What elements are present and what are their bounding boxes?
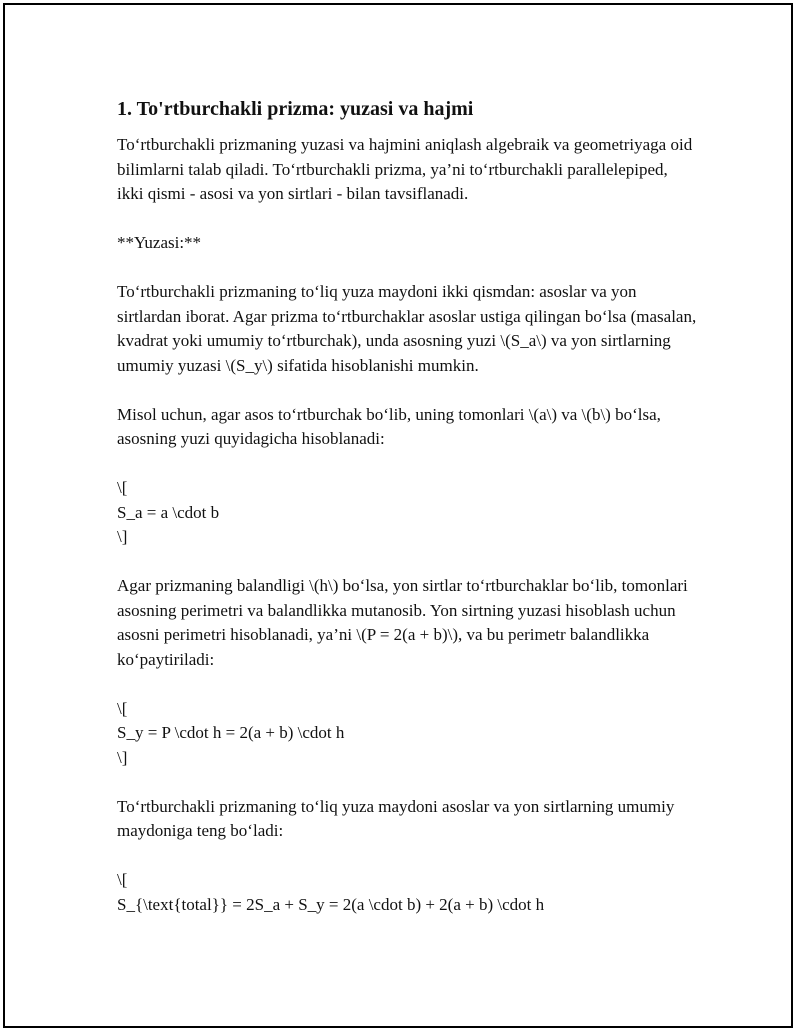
total-paragraph: To‘rtburchakli prizmaning to‘liq yuza maydoni asoslar va yon sirtlarning umumiy maydoniga teng bo‘ladi: (117, 796, 675, 840)
total-area-formula (117, 868, 697, 917)
lateral-area-formula (117, 697, 697, 771)
formula-line: S_{\text{total}} = 2S_a + S_y = 2(a \cdot b) + 2(a + b) \cdot h (117, 894, 545, 914)
yuzasi-heading: **Yuzasi:** (117, 233, 202, 252)
formula-line: \[ (117, 698, 128, 718)
formula-line: \[ (117, 478, 128, 497)
section-title: 1. To'rtburchakli prizma: yuzasi va hajmi (117, 98, 474, 120)
lateral-paragraph: Agar prizmaning balandligi \(h\) bo‘lsa, yon sirtlar to‘rtburchaklar bo‘lib, tomonlari asosning perimetri va balandlikka mutanosib. Yon sirtning yuzasi hisoblash uchun asosni perimetri hisoblanadi, ya’ni \(P = 2(a + b)\), va bu perimetr balandlikka ko‘paytiriladi: (117, 576, 688, 669)
formula-line: S_y = P \cdot h = 2(a + b) \cdot h (117, 723, 345, 742)
base-area-formula (117, 476, 697, 550)
formula-line: \[ (117, 870, 128, 889)
formula-line: S_a = a \cdot b (117, 502, 220, 522)
formula-line: \] (117, 527, 128, 546)
intro-paragraph: To‘rtburchakli prizmaning yuzasi va hajmini aniqlash algebraik va geometriyaga oid bilimlarni talab qiladi. To‘rtburchakli prizma, ya’ni to‘rtburchakli parallelepiped, ikki qismi - asosi va yon sirtlari - bilan tavsiflanadi. (117, 135, 693, 203)
document-body (117, 96, 697, 942)
example-paragraph: Misol uchun, agar asos to‘rtburchak bo‘lib, uning tomonlari \(a\) va \(b\) bo‘lsa, asosning yuzi quyidagicha hisoblanadi: (117, 404, 661, 448)
surface-intro-paragraph: To‘rtburchakli prizmaning to‘liq yuza maydoni ikki qismdan: asoslar va yon sirtlardan iborat. Agar prizma to‘rtburchaklar asoslar ustiga qilingan bo‘lsa (masalan, kvadrat yoki umumiy to‘rtburchak), unda asosning yuzi \(S_a\) va yon sirtlarning umumiy yuzasi \(S_y\) sifatida hisoblanishi mumkin. (117, 282, 697, 375)
formula-line: \] (117, 747, 128, 767)
